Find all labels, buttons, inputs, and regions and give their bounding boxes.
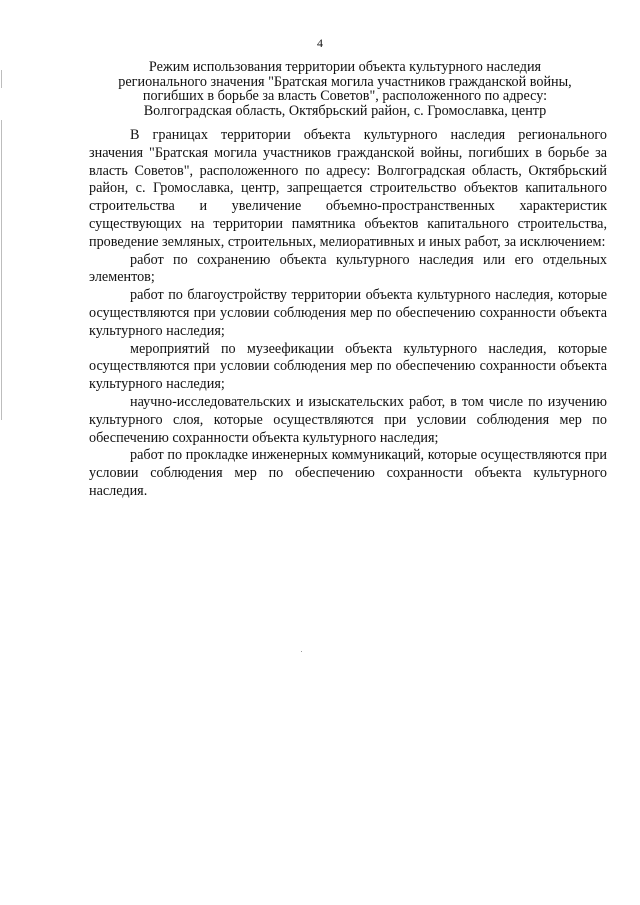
exception-item: работ по прокладке инженерных коммуникаций, которые осуществляются при условии соблюдения мер по обеспечению сохранности объекта культурного наследия. [89, 447, 607, 499]
intro-paragraph: В границах территории объекта культурного наследия регионального значения "Братская могила участников гражданской войны, погибших в борьбе за власть Советов", расположенного по адресу: Волгоградская область, Октябрьский район, с. Громославка, центр, запрещается строительство объектов капитального строительства и увеличение объемно-пространственных характеристик существующих на территории памятника объектов капитального строительства, проведение земляных, строительных, мелиоративных и иных работ, за исключением: [89, 127, 607, 250]
document-title [80, 60, 610, 118]
scan-edge-mark [1, 120, 2, 420]
document-body [89, 127, 607, 501]
scan-edge-mark [1, 70, 2, 88]
title-line: Волгоградская область, Октябрьский район, с. Громославка, центр [143, 102, 547, 119]
exception-item: работ по сохранению объекта культурного наследия или его отдельных элементов; [89, 251, 607, 286]
exception-item: мероприятий по музеефикации объекта культурного наследия, которые осуществляются при условии соблюдения мер по обеспечению сохранности объекта культурного наследия; [89, 340, 607, 393]
scan-dot [301, 651, 302, 652]
title-line: Режим использования территории объекта культурного наследия [148, 59, 542, 75]
page-number: 4 [317, 36, 323, 50]
exception-item: научно-исследовательских и изыскательских работ, в том числе по изучению культурного слоя, которые осуществляются при условии соблюдения мер по обеспечению сохранности объекта культурного наследия; [89, 393, 607, 446]
title-line: погибших в борьбе за власть Советов", расположенного по адресу: [142, 88, 548, 105]
exception-item: работ по благоустройству территории объекта культурного наследия, которые осуществляются при условии соблюдения мер по обеспечению сохранности объекта культурного наследия; [89, 287, 607, 339]
title-line: регионального значения "Братская могила участников гражданской войны, [118, 73, 572, 90]
